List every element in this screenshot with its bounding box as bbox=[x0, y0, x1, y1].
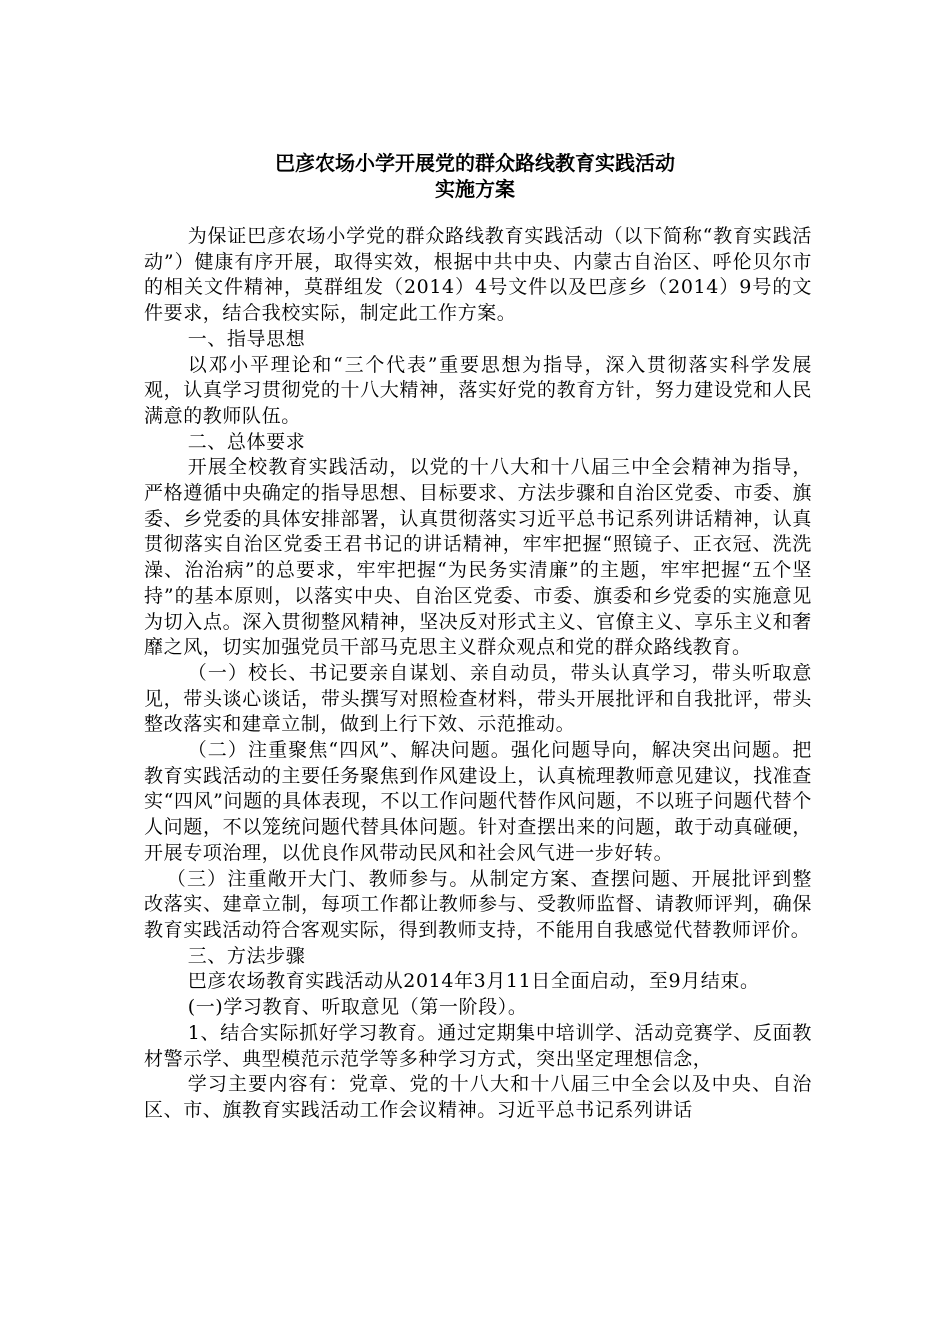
paragraph-guiding-ideology: 以邓小平理论和“三个代表”重要思想为指导，深入贯彻落实科学发展观，认真学习贯彻党的十八大精神，落实好党的教育方针，努力建设党和人民满意的教师队伍。 bbox=[144, 353, 812, 427]
document-title bbox=[0, 150, 950, 202]
paragraph-item-3: （三）注重敞开大门、教师参与。从制定方案、查摆问题、开展批评到整改落实、建章立制，每项工作都让教师参与、受教师监督、请教师评判，确保教育实践活动符合客观实际，得到教师支持，不能用自我感觉代替教师评价。 bbox=[144, 867, 812, 941]
paragraph-intro: 为保证巴彦农场小学党的群众路线教育实践活动（以下简称“教育实践活动”）健康有序开展，取得实效，根据中共中央、内蒙古自治区、呼伦贝尔市的相关文件精神，莫群组发（2014）4号文件以及巴彦乡（2014）9号的文件要求，结合我校实际，制定此工作方案。 bbox=[144, 225, 812, 325]
section-heading-guiding-ideology: 一、指导思想 bbox=[187, 327, 306, 350]
paragraph-item-1: （一）校长、书记要亲自谋划、亲自动员，带头认真学习，带头听取意见，带头谈心谈话，带头撰写对照检查材料，带头开展批评和自我批评，带头整改落实和建章立制，做到上行下效、示范推动。 bbox=[144, 661, 812, 736]
title-line-2: 实施方案 bbox=[435, 177, 515, 201]
paragraph-timeline: 巴彦农场教育实践活动从2014年3月11日全面启动，至9月结束。 bbox=[187, 970, 760, 993]
paragraph-study-education: 1、结合实际抓好学习教育。通过定期集中培训学、活动竞赛学、反面教材警示学、典型模范示范学等多种学习方式，突出坚定理想信念， bbox=[144, 1021, 812, 1070]
paragraph-general-requirements: 开展全校教育实践活动，以党的十八大和十八届三中全会精神为指导，严格遵循中央确定的指导思想、目标要求、方法步骤和自治区党委、市委、旗委、乡党委的具体安排部署，认真贯彻落实习近平总书记系列讲话精神，认真贯彻落实自治区党委王君书记的讲话精神，牢牢把握“照镜子、正衣冠、洗洗澡、治治病”的总要求，牢牢把握“为民务实清廉”的主题，牢牢把握“五个坚持”的基本原则，以落实中央、自治区党委、市委、旗委和乡党委的实施意见为切入点。深入贯彻整风精神，坚决反对形式主义、官僚主义、享乐主义和奢靡之风，切实加强党员干部马克思主义群众观点和党的群众路线教育。 bbox=[144, 456, 812, 659]
paragraph-study-content: 学习主要内容有：党章、党的十八大和十八届三中全会以及中央、自治区、市、旗教育实践活动工作会议精神。习近平总书记系列讲话 bbox=[144, 1073, 812, 1121]
title-line-1: 巴彦农场小学开展党的群众路线教育实践活动 bbox=[275, 151, 675, 175]
document-body bbox=[144, 224, 812, 1124]
section-heading-methods: 三、方法步骤 bbox=[187, 944, 306, 967]
paragraph-item-2: （二）注重聚焦“四风”、解决问题。强化问题导向，解决突出问题。把教育实践活动的主要任务聚焦到作风建设上，认真梳理教师意见建议，找准查实“四风”问题的具体表现，不以工作问题代替作风问题，不以班子问题代替个人问题，不以笼统问题代替具体问题。针对查摆出来的问题，敢于动真碰硬，开展专项治理，以优良作风带动民风和社会风气进一步好转。 bbox=[144, 739, 812, 864]
section-heading-general-requirements: 二、总体要求 bbox=[187, 430, 306, 453]
subheading-phase-1: (一)学习教育、听取意见（第一阶段）。 bbox=[187, 996, 528, 1019]
